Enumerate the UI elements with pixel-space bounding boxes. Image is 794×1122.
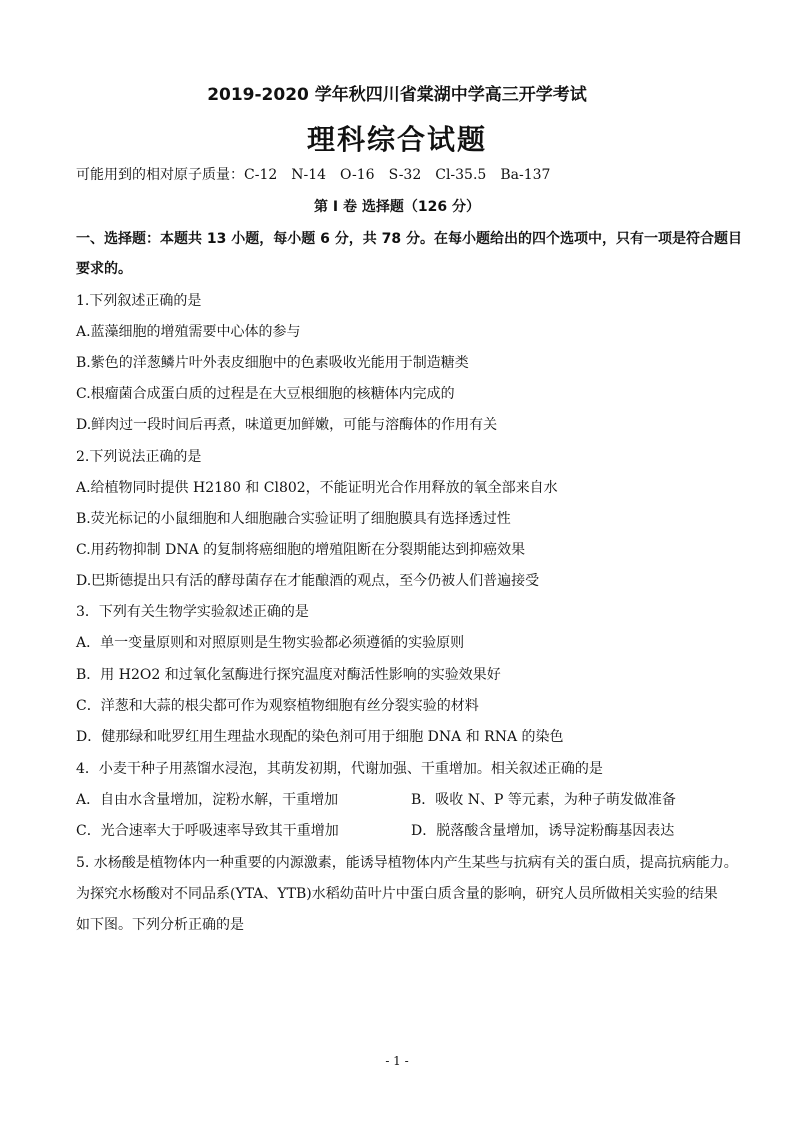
page-number: - 1 - (385, 1054, 409, 1068)
question-4-option-d: D．脱落酸含量增加，诱导淀粉酶基因表达 (411, 823, 675, 839)
atomic-masses: 可能用到的相对原子质量：C-12 N-14 O-16 S-32 Cl-35.5 Ba-137 (76, 167, 551, 183)
question-4-option-b: B．吸收 N、P 等元素，为种子萌发做准备 (411, 792, 676, 808)
question-4-stem: 4．小麦干种子用蒸馏水浸泡，其萌发初期，代谢加强、干重增加。相关叙述正确的是 (76, 761, 603, 777)
instructions-line-2: 要求的。 (76, 261, 132, 277)
subject-title: 理科综合试题 (306, 123, 487, 156)
question-1-option-c: C.根瘤菌合成蛋白质的过程是在大豆根细胞的核糖体内完成的 (76, 386, 455, 402)
instructions-line-1: 一、选择题：本题共 13 小题，每小题 6 分，共 78 分。在每小题给出的四个选项中，只有一项是符合题目 (76, 231, 742, 247)
question-5-stem-line-1: 5. 水杨酸是植物体内一种重要的内源激素，能诱导植物体内产生某些与抗病有关的蛋白质，提高抗病能力。 (76, 855, 738, 871)
exam-title: 2019-2020 学年秋四川省棠湖中学高三开学考试 (207, 85, 587, 105)
question-4-option-a: A．自由水含量增加，淀粉水解，干重增加 (76, 792, 339, 808)
question-5-stem-line-2: 为探究水杨酸对不同品系(YTA、YTB)水稻幼苗叶片中蛋白质含量的影响，研究人员所做相关实验的结果 (76, 886, 718, 902)
question-2-option-d: D.巴斯德提出只有活的酵母菌存在才能酿酒的观点，至今仍被人们普遍接受 (76, 573, 540, 589)
question-1-stem: 1.下列叙述正确的是 (76, 293, 202, 309)
question-1-option-d: D.鲜肉过一段时间后再煮，味道更加鲜嫩，可能与溶酶体的作用有关 (76, 417, 498, 433)
question-2-option-b: B.荧光标记的小鼠细胞和人细胞融合实验证明了细胞膜具有选择透过性 (76, 511, 511, 527)
question-3-option-a: A．单一变量原则和对照原则是生物实验都必须遵循的实验原则 (76, 635, 465, 651)
question-3-option-c: C．洋葱和大蒜的根尖都可作为观察植物细胞有丝分裂实验的材料 (76, 698, 479, 714)
question-3-option-b: B．用 H2O2 和过氧化氢酶进行探究温度对酶活性影响的实验效果好 (76, 667, 501, 683)
question-2-option-a: A.给植物同时提供 H2180 和 Cl802，不能证明光合作用释放的氧全部来自水 (76, 480, 558, 496)
question-2-option-c: C.用药物抑制 DNA 的复制将癌细胞的增殖阻断在分裂期能达到抑癌效果 (76, 542, 526, 558)
question-5-stem-line-3: 如下图。下列分析正确的是 (76, 917, 244, 933)
question-3-stem: 3．下列有关生物学实验叙述正确的是 (76, 604, 309, 620)
question-1-option-b: B.紫色的洋葱鳞片叶外表皮细胞中的色素吸收光能用于制造糖类 (76, 355, 469, 371)
question-1-option-a: A.蓝藻细胞的增殖需要中心体的参与 (76, 324, 301, 340)
question-2-stem: 2.下列说法正确的是 (76, 449, 202, 465)
section-title: 第 I 卷 选择题（126 分） (314, 199, 480, 215)
question-4-option-c: C．光合速率大于呼吸速率导致其干重增加 (76, 823, 339, 839)
question-3-option-d: D．健那绿和吡罗红用生理盐水现配的染色剂可用于细胞 DNA 和 RNA 的染色 (76, 729, 564, 745)
